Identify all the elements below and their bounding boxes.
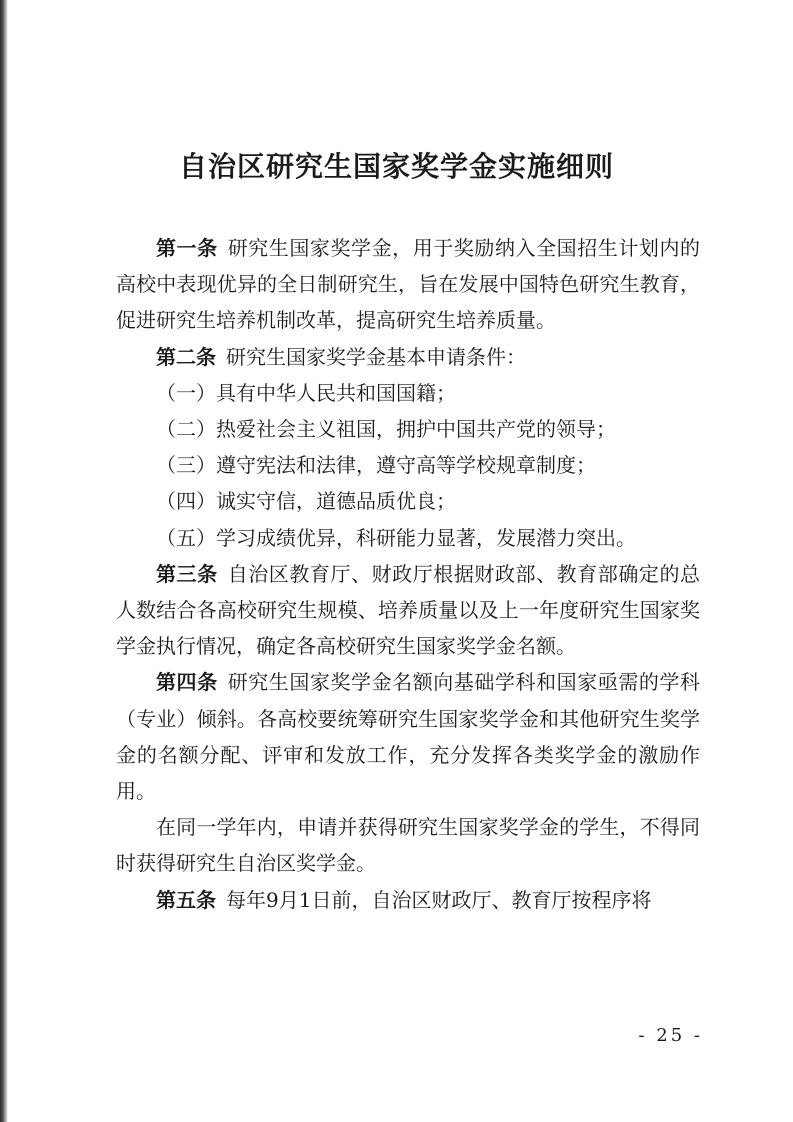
article-text: （五）学习成绩优异，科研能力显著，发展潜力突出。 <box>156 525 636 550</box>
article-text: （二）热爱社会主义祖国，拥护中国共产党的领导； <box>156 417 616 442</box>
article-lead: 第三条 <box>156 561 218 586</box>
article-lead: 第二条 <box>156 344 216 369</box>
article-lead: 第四条 <box>156 670 218 695</box>
document-title: 自治区研究生国家奖学金实施细则 <box>178 150 614 183</box>
article-text: 研究生国家奖学金名额向基础学科和国家亟需的学科（专业）倾斜。各高校要统筹研究生国家奖学金和其他研究生奖学金的名额分配、评审和发放工作，充分发挥各类奖学金的激励作用。 <box>116 670 701 804</box>
article-text: （一）具有中华人民共和国国籍； <box>156 380 456 405</box>
paragraph-condition-5 <box>116 520 700 556</box>
paragraph-article-3 <box>116 556 700 665</box>
paragraph-condition-1 <box>116 375 700 411</box>
paragraph-article-4 <box>116 664 700 809</box>
page-number: - 25 - <box>638 1025 703 1046</box>
paragraph-article-5 <box>116 882 700 918</box>
article-text: 自治区教育厅、财政厅根据财政部、教育部确定的总人数结合各高校研究生规模、培养质量以及上一年度研究生国家奖学金执行情况，确定各高校研究生国家奖学金名额。 <box>116 561 701 659</box>
paragraph-article-2 <box>116 339 700 375</box>
article-text: 每年9月1日前，自治区财政厅、教育厅按程序将 <box>226 887 652 912</box>
article-lead: 第五条 <box>156 887 216 912</box>
paragraph-condition-3 <box>116 447 700 483</box>
article-text: 在同一学年内，申请并获得研究生国家奖学金的学生，不得同时获得研究生自治区奖学金。 <box>116 815 700 876</box>
paragraph-article-4-note <box>116 809 700 881</box>
article-text: 研究生国家奖学金基本申请条件： <box>226 344 526 369</box>
article-lead: 第一条 <box>156 236 218 260</box>
paragraph-article-1 <box>116 230 700 339</box>
document-body <box>116 230 700 918</box>
article-text: （四）诚实守信，道德品质优良； <box>156 489 456 514</box>
paragraph-condition-4 <box>116 483 700 519</box>
paragraph-condition-2 <box>116 411 700 447</box>
article-text: （三）遵守宪法和法律，遵守高等学校规章制度； <box>156 453 596 478</box>
article-text: 研究生国家奖学金，用于奖励纳入全国招生计划内的高校中表现优异的全日制研究生，旨在发展中国特色研究生教育，促进研究生培养机制改革，提高研究生培养质量。 <box>116 236 701 333</box>
